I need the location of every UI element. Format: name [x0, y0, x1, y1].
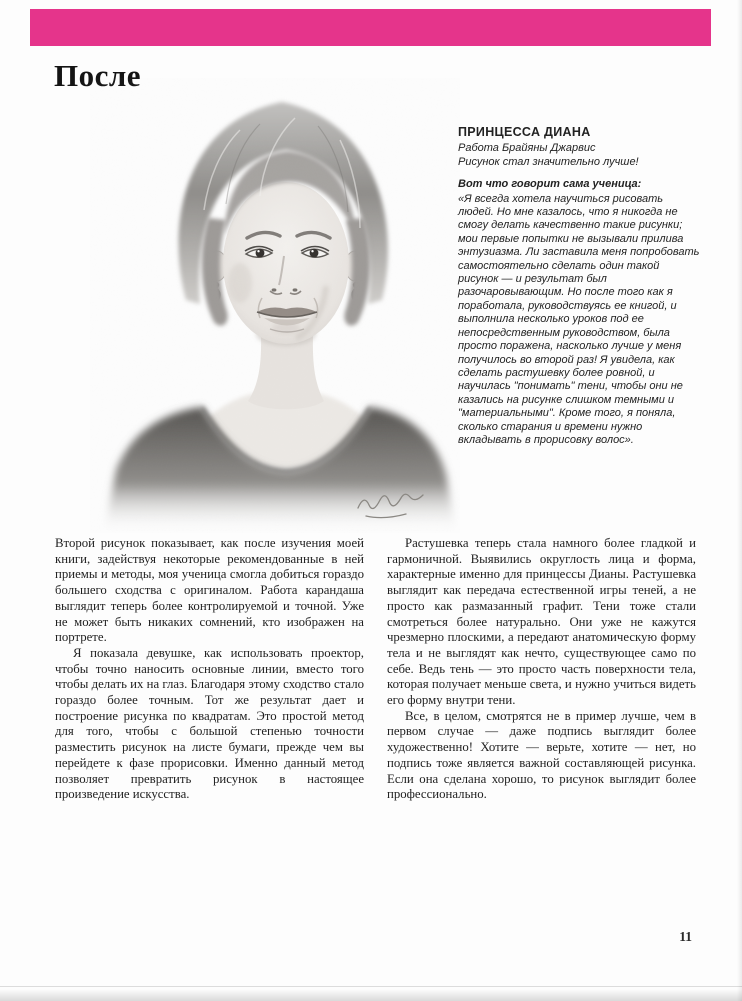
body-text	[55, 536, 696, 803]
page-edge-shadow-right	[737, 0, 742, 1001]
paragraph: Все, в целом, смотрятся не в пример лучше, чем в первом случае — даже подпись выглядит более художественно! Хотите — верьте, хотите — нет, но подпись тоже является важной составляющей рисунка. Если она сделана хорошо, то рисунок выглядит более профессионально.	[387, 708, 696, 802]
page-edge-line	[0, 986, 742, 987]
left-column	[55, 536, 364, 803]
paper-grain-texture	[90, 78, 460, 533]
paragraph: Растушевка теперь стала намного более гладкой и гармоничной. Выявились округлость лица и форма, характерные именно для принцессы Дианы. Растушевка выглядит как передача естественной игры теней, а не просто как размазанный графит. Тени тоже стали смотреться более натурально. Они уже не кажутся чрезмерно плоскими, а передают анатомическую форму тела и не выглядят как нечто, существующее само по себе. Ведь тень — это просто часть поверхности тела, которая получает меньше света, и нужно учиться видеть его форму внутри тени.	[387, 536, 696, 708]
paragraph: Я показала девушке, как использовать проектор, чтобы точно наносить основные линии, вместо того чтобы делать их на глаз. Благодаря этому сходство стало гораздо более точным. Тот же результат дает и построение рисунка по квадратам. Это простой метод для того, чтобы с большой степенью точности разместить рисунок на листе бумаги, прежде чем вы перейдете к фазе прорисовки. Именно данный метод позволяет превратить рисунок в настоящее произведение искусства.	[55, 645, 364, 802]
page-number: 11	[679, 929, 692, 944]
caption-quote-intro: Вот что говорит сама ученица:	[458, 178, 642, 191]
pencil-portrait-drawing	[90, 78, 460, 533]
page-edge-shadow-bottom	[0, 989, 742, 1001]
caption-quote: «Я всегда хотела научиться рисовать людей. Но мне казалось, что я никогда не смогу делать качественно такие рисунки; мои первые попытки не вызывали прилива энтузиазма. Ли заставила меня попробовать самостоятельно сделать один такой рисунок — и результат был разочаровывающим. Но после того как я поработала, руководствуясь ее книгой, и выполнила несколько уроков под ее непосредственным руководством, была просто поражена, насколько лучше у меня получилось во второй раз! Я увидела, как сделать растушевку более ровной, и научилась "понимать" тени, чтобы они не казались на рисунке слишком темными и "материальными". Кроме того, я поняла, сколько старания и времени нужно вкладывать в прорисовку волос».	[458, 192, 700, 446]
caption-credit: Работа Брайяны Джарвис	[458, 142, 596, 155]
diana-portrait-figure	[90, 78, 460, 533]
caption-result: Рисунок стал значительно лучше!	[458, 155, 639, 168]
right-column	[387, 536, 696, 803]
caption-heading: ПРИНЦЕССА ДИАНА	[458, 125, 591, 139]
paragraph: Второй рисунок показывает, как после изучения моей книги, задействуя некоторые рекомендованные в ней приемы и методы, моя ученица смогла добиться гораздо большего сходства с оригиналом. Работа карандаша выглядит теперь более контролируемой и точной. Уже не может быть никаких сомнений, кто изображен на портрете.	[55, 536, 364, 645]
caption-block	[458, 126, 700, 447]
header-bar	[30, 9, 711, 46]
page-title: После	[54, 58, 142, 93]
